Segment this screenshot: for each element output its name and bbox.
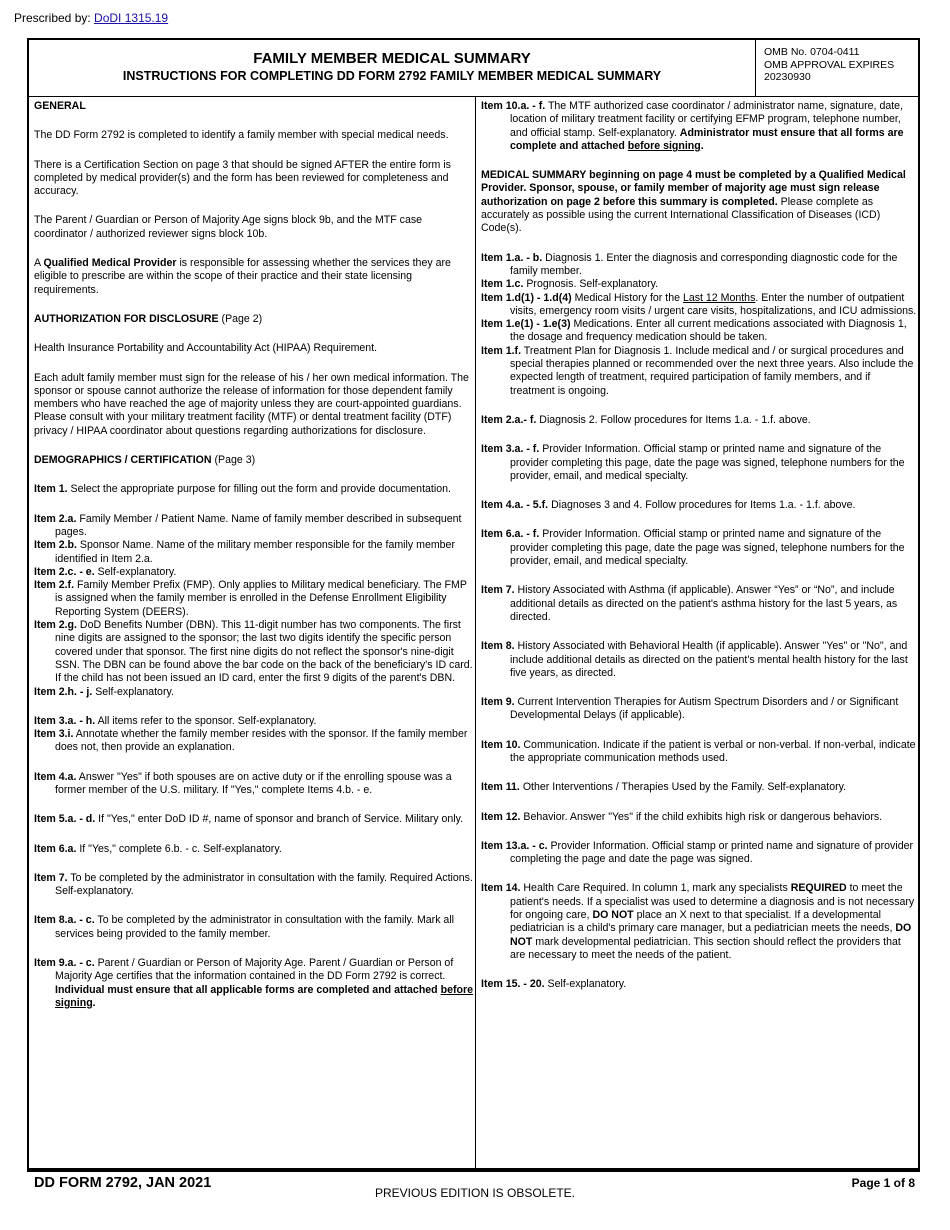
- title-area: [29, 40, 755, 96]
- form-header: [29, 40, 918, 97]
- obsolete-note: PREVIOUS EDITION IS OBSOLETE.: [374, 1186, 576, 1200]
- auth-heading: AUTHORIZATION FOR DISCLOSURE (Page 2): [34, 312, 263, 325]
- prescribed-label: Prescribed by:: [14, 11, 95, 25]
- bottom-rule: [27, 1169, 920, 1172]
- omb-date: 20230930: [764, 71, 811, 83]
- general-p3: The Parent / Guardian or Person of Majority Age signs block 9b, and the MTF case coordinator / authorized reviewer signs block 10b.: [34, 214, 423, 240]
- general-p1: The DD Form 2792 is completed to identify a family member with special medical needs.: [34, 129, 449, 142]
- item-r15: Item 15. - 20. Self-explanatory.: [481, 978, 627, 991]
- item-9a: Item 9.a. - c. Parent / Guardian or Person of Majority Age. Parent / Guardian or Person of Majority Age certifies that the information contained in the DD Form 2792 is correct. Individual must ensure that all applicable forms are completed and attached before signing.: [34, 957, 473, 1009]
- item-r9: Item 9. Current Intervention Therapies for Autism Spectrum Disorders and / or Significant Developmental Delays (if applicable).: [481, 696, 899, 722]
- item-8a: Item 8.a. - c. To be completed by the administrator in consultation with the family. Mark all services being provided to the family member.: [34, 914, 455, 940]
- demo-heading: DEMOGRAPHICS / CERTIFICATION (Page 3): [34, 454, 256, 467]
- item-7: Item 7. To be completed by the administrator in consultation with the family. Required Actions. Self-explanatory.: [34, 871, 473, 898]
- form-title: FAMILY MEMBER MEDICAL SUMMARY: [253, 50, 531, 67]
- item-r1c: Item 1.c. Prognosis. Self-explanatory.: [481, 278, 659, 291]
- item-6a: Item 6.a. If "Yes," complete 6.b. - c. Self-explanatory.: [34, 842, 282, 855]
- column-divider: [475, 97, 476, 1170]
- item-r1f: Item 1.f. Treatment Plan for Diagnosis 1. Include medical and / or surgical procedures and special therapies planned or recommended over the next three years. Also include the expected length of treatment, required participation of family members, and if treatment is ongoing.: [481, 344, 914, 397]
- form-id: DD FORM 2792, JAN 2021: [34, 1175, 212, 1191]
- item-r3a: Item 3.a. - f. Provider Information. Official stamp or printed name and signature of the provider completing this page, date the page was signed, telephone numbers for the provider, email, and medical specialty.: [481, 443, 905, 482]
- item-2g: Item 2.g. DoD Benefits Number (DBN). This 11-digit number has two components. The first nine digits are assigned to the sponsor; the last two digits identify the specific person covered under that sponsor. The first nine digits do not reflect the sponsor's nine-digit SSN. The DBN can be found above the bar code on the back of the beneficiary's ID card. If the child has not been issued an ID card, enter the first 9 digits of the parent's DBN.: [34, 619, 473, 685]
- omb-expires: OMB APPROVAL EXPIRES: [764, 58, 895, 71]
- item-r12: Item 12. Behavior. Answer "Yes" if the child exhibits high risk or dangerous behaviors.: [481, 810, 883, 823]
- item-r2a: Item 2.a.- f. Diagnosis 2. Follow procedures for Items 1.a. - 1.f. above.: [481, 413, 811, 426]
- item-r1d: Item 1.d(1) - 1.d(4) Medical History for the Last 12 Months. Enter the number of outpatient visits, emergency room visits / urgent care visits, hospitalizations, and ICU admissions.: [481, 291, 917, 317]
- item-5a: Item 5.a. - d. If "Yes," enter DoD ID #, name of sponsor and branch of Service. Military only.: [34, 813, 464, 826]
- item-2a: Item 2.a. Family Member / Patient Name. Name of family member described in subsequent pages.: [34, 512, 462, 538]
- item-3i: Item 3.i. Annotate whether the family member resides with the sponsor. If the family member does not, then provide an explanation.: [34, 728, 468, 754]
- form-subtitle: INSTRUCTIONS FOR COMPLETING DD FORM 2792 FAMILY MEMBER MEDICAL SUMMARY: [122, 69, 662, 83]
- left-column: [34, 100, 474, 1026]
- right-column: [481, 100, 918, 1008]
- omb-box: [755, 40, 918, 96]
- item-2h: Item 2.h. - j. Self-explanatory.: [34, 685, 174, 698]
- item-r6a: Item 6.a. - f. Provider Information. Official stamp or printed name and signature of the provider completing this page, date the page was signed, telephone numbers for the provider, email, and medical specialty.: [481, 528, 905, 568]
- item-3a: Item 3.a. - h. All items refer to the sponsor. Self-explanatory.: [34, 714, 317, 727]
- item-r1ab: Item 1.a. - b. Diagnosis 1. Enter the diagnosis and corresponding diagnostic code for the family member.: [481, 251, 898, 277]
- general-p2: There is a Certification Section on page 3 that should be signed AFTER the entire form is completed by medical provider(s) and the form has been reviewed for completeness and accuracy.: [34, 158, 451, 198]
- item-r10: Item 10. Communication. Indicate if the patient is verbal or non-verbal. If non-verbal, indicate the appropriate communication methods used.: [481, 738, 916, 764]
- item-10a: Item 10.a. - f. The MTF authorized case coordinator / administrator name, signature, date, location of military treatment facility or certifying EFMP program, telephone number, and official stamp. Self-explanatory. Administrator must ensure that all forms are complete and attached before signing.: [481, 100, 904, 152]
- omb-number: OMB No. 0704-0411: [764, 46, 860, 58]
- item-r4a: Item 4.a. - 5.f. Diagnoses 3 and 4. Follow procedures for Items 1.a. - 1.f. above.: [481, 499, 856, 512]
- hipaa-text: Health Insurance Portability and Accountability Act (HIPAA) Requirement.: [34, 342, 378, 355]
- item-r14: Item 14. Health Care Required. In column 1, mark any specialists REQUIRED to meet the patient's needs. If a specialist was used to determine a diagnosis and is not necessary for ongoing care, DO NOT place an X next to that specialist. If a developmental pediatrician is a child's primary care manager, but a pediatrician meets the needs, DO NOT mark developmental pediatrician. This section should reflect the providers that are necessary to meet the needs of the patient.: [481, 882, 915, 961]
- general-heading: GENERAL: [34, 100, 86, 112]
- item-r7: Item 7. History Associated with Asthma (if applicable). Answer “Yes” or “No”, and include additional details as directed on the patient's asthma history for the last 5 years, as directed.: [481, 584, 898, 623]
- dodi-link[interactable]: DoDI 1315.19: [94, 11, 169, 25]
- adult-text: Each adult family member must sign for the release of his / her own medical information. The sponsor or spouse cannot authorize the release of information for those dependent family members who have reached the age of majority unless they are court-appointed guardians. Please consult with your military treatment facility (MTF) or dental treatment facility (DTF) privacy / HIPAA coordinator about questions regarding authorizations for disclosure.: [34, 371, 469, 437]
- item-r13: Item 13.a. - c. Provider Information. Official stamp or printed name and signature of provider completing the page and date the page was signed.: [481, 839, 914, 866]
- item-r11: Item 11. Other Interventions / Therapies Used by the Family. Self-explanatory.: [481, 781, 847, 794]
- form-box: [27, 38, 920, 1170]
- page-number: Page 1 of 8: [851, 1176, 915, 1190]
- general-p4: A Qualified Medical Provider is responsible for assessing whether the services they are eligible to prescribe are within the scope of their practice and their state licensing requirements.: [34, 257, 451, 296]
- item-2c: Item 2.c. - e. Self-explanatory.: [34, 565, 177, 578]
- item-2f: Item 2.f. Family Member Prefix (FMP). Only applies to Military medical beneficiary. The FMP is assigned when the family member is enrolled in the Defense Enrollment Eligibility Reporting System (DEERS).: [34, 579, 467, 618]
- item-4a: Item 4.a. Answer "Yes" if both spouses are on active duty or if the enrolling spouse was a former member of the U.S. military. If "Yes," complete Items 4.b. - e.: [34, 770, 452, 796]
- item-2b: Item 2.b. Sponsor Name. Name of the military member responsible for the family member identified in Item 2.a.: [34, 539, 455, 565]
- medical-summary-note: MEDICAL SUMMARY beginning on page 4 must be completed by a Qualified Medical Provider. Sponsor, spouse, or family member of majority age must sign release authorization on page 2 before this summary is completed. Please complete as accurately as possible using the current International Classification of Diseases (ICD) Code(s).: [481, 169, 906, 235]
- prescribed-by: [14, 11, 168, 26]
- item-r8: Item 8. History Associated with Behavioral Health (if applicable). Answer "Yes" or "No", and include additional details as directed on the patient's mental health history for the last five years, as directed.: [481, 640, 908, 679]
- item-r1e: Item 1.e(1) - 1.e(3) Medications. Enter all current medications associated with Diagnosis 1, the dosage and frequency medication should be taken.: [481, 318, 907, 344]
- item-1: Item 1. Select the appropriate purpose for filling out the form and provide documentation.: [34, 483, 451, 496]
